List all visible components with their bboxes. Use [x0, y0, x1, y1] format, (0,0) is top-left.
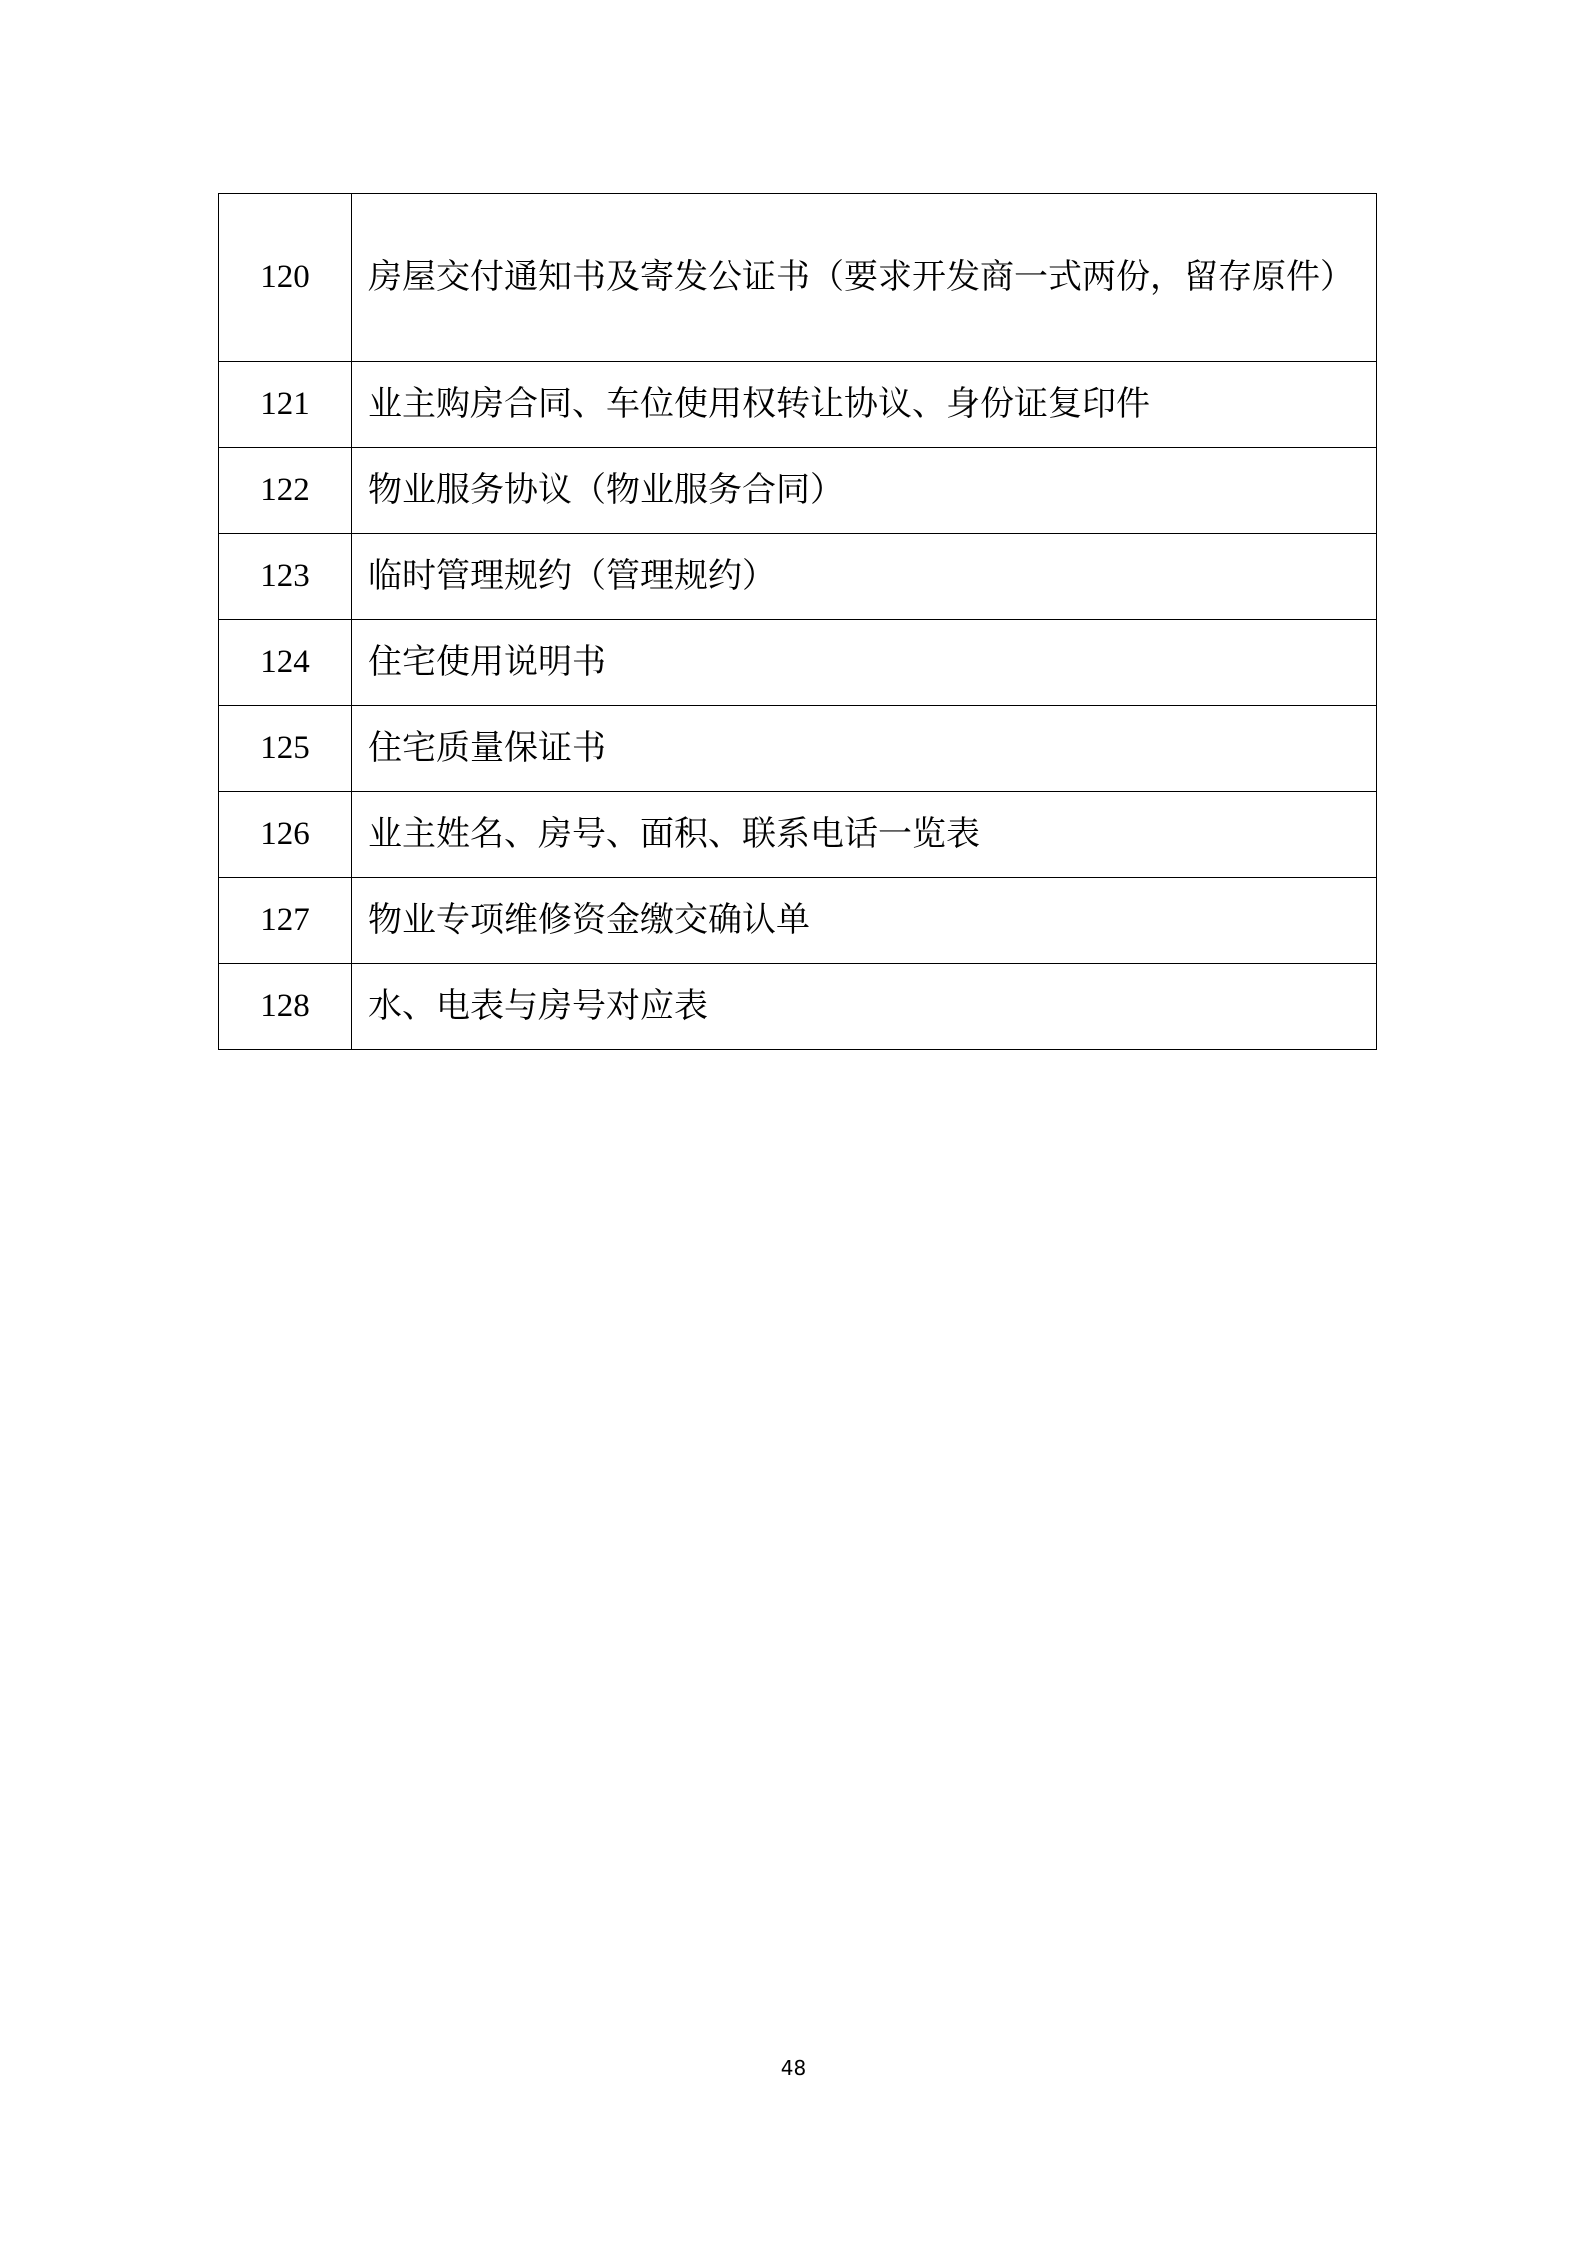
page-number: 48 [780, 2056, 807, 2080]
item-number: 128 [219, 964, 352, 1050]
table-row [219, 362, 1377, 448]
item-description: 水、电表与房号对应表 [352, 964, 1377, 1050]
document-list-table [218, 193, 1377, 1050]
item-description: 业主购房合同、车位使用权转让协议、身份证复印件 [352, 362, 1377, 448]
item-number: 127 [219, 878, 352, 964]
item-description: 物业服务协议（物业服务合同） [352, 448, 1377, 534]
item-description: 住宅使用说明书 [352, 620, 1377, 706]
table-row [219, 706, 1377, 792]
item-description: 业主姓名、房号、面积、联系电话一览表 [352, 792, 1377, 878]
item-number: 122 [219, 448, 352, 534]
item-description: 物业专项维修资金缴交确认单 [352, 878, 1377, 964]
table-row [219, 534, 1377, 620]
table-row [219, 878, 1377, 964]
item-number: 123 [219, 534, 352, 620]
table-row [219, 792, 1377, 878]
item-number: 126 [219, 792, 352, 878]
item-description: 住宅质量保证书 [352, 706, 1377, 792]
table-row [219, 620, 1377, 706]
table-row [219, 448, 1377, 534]
item-number: 124 [219, 620, 352, 706]
table-row [219, 194, 1377, 362]
item-number: 120 [219, 194, 352, 362]
item-number: 125 [219, 706, 352, 792]
item-description: 房屋交付通知书及寄发公证书（要求开发商一式两份，留存原件） [352, 194, 1377, 362]
item-number: 121 [219, 362, 352, 448]
table-row [219, 964, 1377, 1050]
item-description: 临时管理规约（管理规约） [352, 534, 1377, 620]
